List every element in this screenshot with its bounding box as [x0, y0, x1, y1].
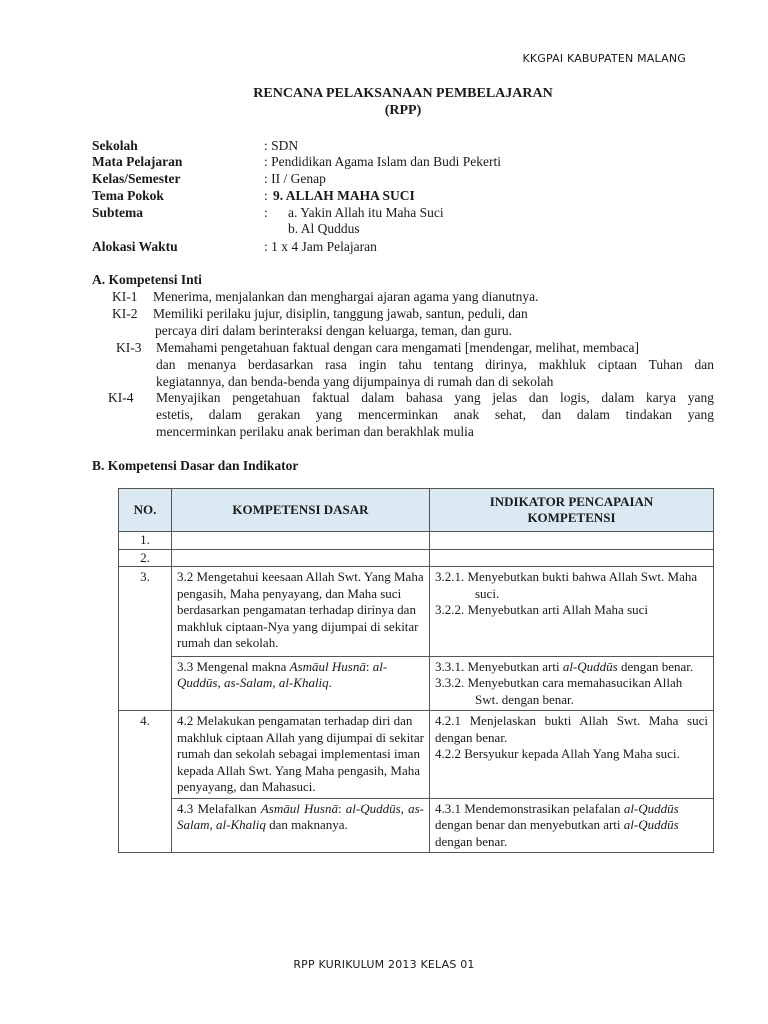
ki4-line2: estetis, dalam gerakan yang mencerminkan anak sehat, dan dalam tindakan yang: [156, 407, 714, 422]
ki3-line2: dan menanya berdasarkan rasa ingin tahu tentang dirinya, makhluk ciptaan Tuhan dan: [156, 357, 714, 372]
row3-kd33: [172, 656, 430, 711]
ki3-line3: kegiatannya, dan benda-benda yang dijumpainya di rumah dan di sekolah: [156, 374, 554, 389]
ki3-line1: Memahami pengetahuan faktual dengan cara mengamati [mendengar, melihat, membaca]: [156, 340, 639, 355]
kd43-end: dan maknanya.: [265, 817, 348, 832]
kelas-value: : II / Genap: [264, 171, 326, 186]
row3-no: 3.: [119, 567, 172, 711]
mapel-label: Mata Pelajaran: [92, 154, 183, 169]
ind-331: [435, 659, 708, 676]
kd43-colon: :: [337, 800, 346, 816]
ind331-text: 3.3.1. Menyebutkan arti: [435, 658, 563, 674]
row3-ind33: [430, 656, 714, 711]
ki4-num: KI-4: [108, 390, 134, 405]
kd-heading: B. Kompetensi Dasar dan Indikator: [92, 458, 299, 473]
alokasi-value: : 1 x 4 Jam Pelajaran: [264, 239, 377, 254]
ki1-num: KI-1: [112, 289, 138, 304]
kd33-names: al-Quddūs, as-Salam, al-Khaliq: [177, 658, 388, 690]
row4-no: 4.: [119, 711, 172, 853]
ind431-quddus-1: al-Quddūs: [623, 800, 679, 816]
table-row: [119, 549, 714, 567]
col-indikator-line1: INDIKATOR PENCAPAIAN: [489, 494, 654, 509]
kd43-text: 4.3 Melafalkan: [177, 800, 261, 816]
ind-322: 3.2.2. Menyebutkan arti Allah Maha suci: [435, 602, 649, 617]
ind331-end: dengan benar.: [617, 658, 694, 674]
kd33-text: 3.3 Mengenal makna: [177, 658, 290, 674]
tema-colon: :: [264, 188, 268, 203]
row4-kd42: 4.2 Melakukan pengamatan terhadap diri dan makhluk ciptaan Allah yang dijumpai di sekitar rumah dan sekolah sebagai implementasi iman kepada Allah Swt. Yang Maha pengasih, Maha penyayang, dan Mahasuci.: [172, 711, 430, 799]
ind-421: 4.2.1 Menjelaskan bukti Allah Swt. Maha suci dengan benar.: [435, 713, 708, 745]
table-row: [119, 711, 714, 799]
sekolah-label: Sekolah: [92, 138, 138, 153]
subtema-colon: :: [264, 205, 268, 220]
header-org: KKGPAI KABUPATEN MALANG: [522, 52, 686, 65]
col-no: NO.: [119, 489, 172, 532]
kd33-asmaul: Asmāul Husnā: [289, 658, 366, 674]
ki3-num: KI-3: [116, 340, 142, 355]
tema-label: Tema Pokok: [92, 188, 164, 203]
table-row: [119, 532, 714, 550]
ind-422: 4.2.2 Bersyukur kepada Allah Yang Maha suci.: [435, 746, 680, 761]
row1-ind: [430, 532, 714, 550]
ki2-line2: percaya diri dalam berinteraksi dengan keluarga, teman, dan guru.: [155, 323, 512, 338]
table-row: [119, 798, 714, 853]
table-header-row: [119, 489, 714, 532]
ki1-text: Menerima, menjalankan dan menghargai ajaran agama yang dianutnya.: [153, 289, 539, 304]
row2-ind: [430, 549, 714, 567]
row3-ind32: [430, 567, 714, 657]
ki4-line1: Menyajikan pengetahuan faktual dalam bahasa yang jelas dan logis, dalam karya yang: [156, 390, 714, 405]
doc-title: RENCANA PELAKSANAAN PEMBELAJARAN: [253, 86, 553, 101]
ind431-quddus-2: al-Quddūs: [623, 817, 679, 832]
ind431-text: 4.3.1 Mendemonstrasikan pelafalan: [435, 800, 624, 816]
alokasi-label: Alokasi Waktu: [92, 239, 178, 254]
row4-ind42: [430, 711, 714, 799]
row2-no: 2.: [119, 549, 172, 567]
subtema-b: b. Al Quddus: [288, 221, 360, 236]
col-kd: KOMPETENSI DASAR: [172, 489, 430, 532]
doc-subtitle: (RPP): [384, 103, 422, 118]
subtema-a: a. Yakin Allah itu Maha Suci: [288, 205, 444, 220]
ki-heading: A. Kompetensi Inti: [92, 272, 202, 287]
ind431-mid: dengan benar dan menyebutkan arti: [435, 817, 624, 832]
row1-kd: [172, 532, 430, 550]
ind-321: 3.2.1. Menyebutkan bukti bahwa Allah Swt. Maha suci.: [435, 569, 698, 601]
tema-value: 9. ALLAH MAHA SUCI: [273, 188, 415, 203]
table-row: [119, 656, 714, 711]
row4-ind43: [430, 798, 714, 853]
row1-no: 1.: [119, 532, 172, 550]
ind331-quddus: al-Quddūs: [562, 658, 618, 674]
col-indikator: [430, 489, 714, 532]
kd33-colon: :: [365, 658, 373, 674]
sekolah-value: : SDN: [264, 138, 299, 153]
ki4-line3: mencerminkan perilaku anak beriman dan berakhlak mulia: [156, 424, 474, 439]
kd43-asmaul: Asmāul Husnā: [260, 800, 338, 816]
ind431-end: dengan benar.: [435, 833, 508, 849]
table-row: [119, 567, 714, 657]
kd33-end: .: [328, 675, 332, 690]
kd-table: [118, 488, 714, 853]
footer-text: RPP KURIKULUM 2013 KELAS 01: [293, 958, 475, 971]
ki2-line1: Memiliki perilaku jujur, disiplin, tanggung jawab, santun, peduli, dan: [153, 306, 528, 321]
kd43-names: al-Quddūs, as-Salam, al-Khaliq: [177, 800, 424, 832]
ki2-num: KI-2: [112, 306, 138, 321]
kelas-label: Kelas/Semester: [92, 171, 181, 186]
row4-kd43: [172, 798, 430, 853]
col-indikator-line2: KOMPETENSI: [527, 510, 616, 525]
subtema-label: Subtema: [92, 205, 144, 220]
mapel-value: : Pendidikan Agama Islam dan Budi Pekerti: [264, 154, 501, 169]
ind-332: 3.3.2. Menyebutkan cara memahasucikan Allah Swt. dengan benar.: [435, 675, 683, 707]
row3-kd32: 3.2 Mengetahui keesaan Allah Swt. Yang Maha pengasih, Maha penyayang, dan Maha suci berdasarkan pengamatan terhadap dirinya dan makhluk ciptaan-Nya yang dijumpai di sekitar rumah dan sekolah.: [172, 567, 430, 657]
row2-kd: [172, 549, 430, 567]
